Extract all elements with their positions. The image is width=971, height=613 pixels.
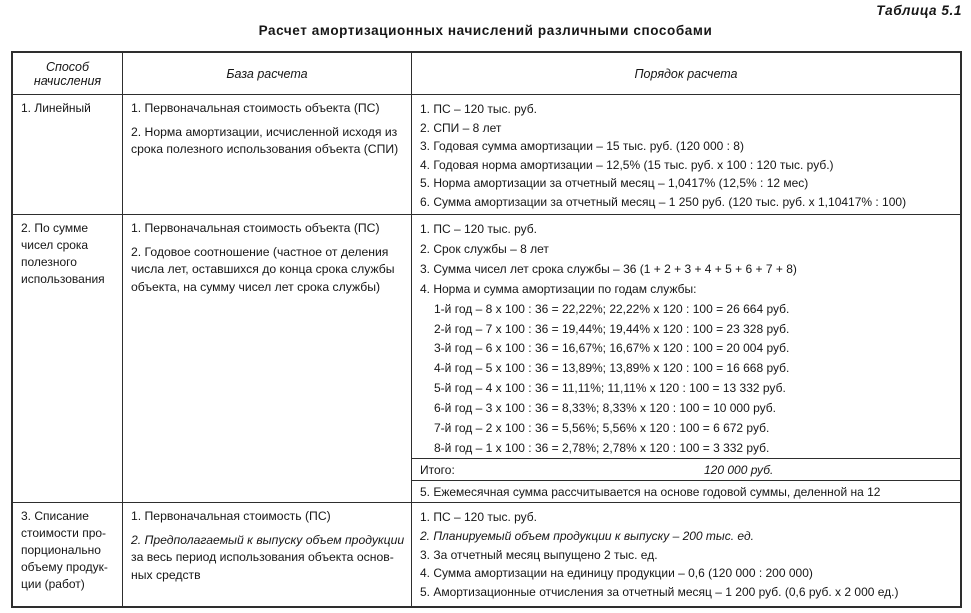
cell-line: 2. Предполагаемый к выпуску объем продукции — [131, 532, 405, 547]
cell-line: 3. Списание — [21, 509, 89, 524]
procedure-list — [412, 215, 960, 458]
cell-line: 4. Норма и сумма амортизации по годам службы: — [420, 281, 697, 296]
cell-line: 3-й год – 6 х 100 : 36 = 16,67%; 16,67% х 120 : 100 = 20 004 руб. — [434, 341, 790, 356]
cell-line: 6. Сумма амортизации за отчетный месяц – 1 250 руб. (120 тыс. руб. х 1,10417% : 100) — [420, 194, 907, 209]
cell-line: 2. Норма амортизации, исчисленной исходя из — [131, 124, 398, 139]
cell-line: ных средств — [131, 567, 201, 582]
cell-line: 5-й год – 4 х 100 : 36 = 11,11%; 11,11% х 120 : 100 = 13 332 руб. — [434, 381, 786, 396]
page-title: Расчет амортизационных начислений различными способами — [258, 23, 713, 38]
cell-line: 4-й год – 5 х 100 : 36 = 13,89%; 13,89% х 120 : 100 = 16 668 руб. — [434, 361, 790, 376]
cell-line: 2. Планируемый объем продукции к выпуску – 200 тыс. ед. — [420, 528, 754, 543]
cell-line: 1-й год – 8 х 100 : 36 = 22,22%; 22,22% х 120 : 100 = 26 664 руб. — [434, 301, 790, 316]
cell-line: 3. Сумма чисел лет срока службы – 36 (1 + 2 + 3 + 4 + 5 + 6 + 7 + 8) — [420, 261, 797, 276]
header-cell-method: Способ начисления — [33, 59, 102, 88]
cell-line: 2. По сумме — [21, 221, 89, 236]
cell-procedure — [411, 215, 960, 502]
cell-method — [13, 95, 122, 214]
cell-line: за весь период использования объекта основ- — [131, 550, 394, 565]
cell-line: срока полезного использования объекта (СПИ) — [131, 142, 399, 157]
cell-line: 1. Первоначальная стоимость объекта (ПС) — [131, 101, 380, 116]
cell-line: объекта, на сумму чисел лет срока службы) — [131, 279, 381, 294]
cell-line: 5. Норма амортизации за отчетный месяц – 1,0417% (12,5% : 12 мес) — [420, 176, 809, 191]
cell-line: 2-й год – 7 х 100 : 36 = 19,44%; 19,44% х 120 : 100 = 23 328 руб. — [434, 321, 790, 336]
cell-line: 3. Годовая сумма амортизации – 15 тыс. руб. (120 000 : 8) — [420, 139, 744, 154]
cell-line: стоимости про- — [21, 526, 107, 541]
cell-line: полезного — [21, 255, 77, 270]
header-cell-procedure: Порядок расчета — [411, 53, 960, 94]
cell-line: 4. Годовая норма амортизации – 12,5% (15 тыс. руб. х 100 : 120 тыс. руб.) — [420, 157, 834, 172]
cell-line: 3. За отчетный месяц выпущено 2 тыс. ед. — [420, 547, 658, 562]
depreciation-methods-table — [11, 51, 962, 608]
cell-line: 1. Первоначальная стоимость объекта (ПС) — [131, 221, 380, 236]
cell-line: 7-й год – 2 х 100 : 36 = 5,56%; 5,56% х 120 : 100 = 6 672 руб. — [434, 421, 770, 436]
cell-procedure — [411, 503, 960, 606]
totals-value: 120 000 руб. — [704, 462, 774, 477]
table-row-linear-method — [13, 94, 960, 214]
cell-base — [122, 215, 411, 502]
cell-line: 1. ПС – 120 тыс. руб. — [420, 510, 537, 525]
table-row-units-of-production-method — [13, 502, 960, 606]
cell-line: 5. Амортизационные отчисления за отчетный месяц – 1 200 руб. (0,6 руб. х 2 000 ед.) — [420, 585, 899, 600]
cell-line: использования — [21, 272, 105, 287]
cell-line: объему продук- — [21, 560, 108, 575]
cell-line: 8-й год – 1 х 100 : 36 = 2,78%; 2,78% х 120 : 100 = 3 332 руб. — [434, 440, 770, 455]
cell-base — [122, 503, 411, 606]
cell-line: 2. Срок службы – 8 лет — [420, 241, 549, 256]
cell-line: 1. Первоначальная стоимость (ПС) — [131, 509, 331, 524]
cell-procedure — [411, 95, 960, 214]
cell-line: числа лет, оставшихся до конца срока службы — [131, 262, 395, 277]
monthly-sum-note: 5. Ежемесячная сумма рассчитывается на основе годовой суммы, деленной на 12 — [420, 485, 881, 500]
cell-line: 6-й год – 3 х 100 : 36 = 8,33%; 8,33% х 120 : 100 = 10 000 руб. — [434, 401, 776, 416]
header-cell-base: База расчета — [122, 53, 411, 94]
cell-line: 1. Линейный — [21, 101, 91, 116]
cell-base — [122, 95, 411, 214]
totals-row — [412, 458, 960, 481]
totals-label: Итого: — [420, 462, 455, 477]
cell-line: 1. ПС – 120 тыс. руб. — [420, 102, 537, 117]
table-number-label: Таблица 5.1 — [876, 3, 962, 18]
cell-line: порционально — [21, 543, 101, 558]
cell-line: ции (работ) — [21, 577, 85, 592]
cell-line: 2. Годовое соотношение (частное от деления — [131, 244, 389, 259]
cell-line: чисел срока — [21, 238, 89, 253]
cell-line: 2. СПИ – 8 лет — [420, 120, 502, 135]
table-row-sum-of-years-method — [13, 214, 960, 502]
cell-line: 1. ПС – 120 тыс. руб. — [420, 222, 537, 237]
table-header-row — [13, 53, 960, 94]
cell-line: 4. Сумма амортизации на единицу продукции – 0,6 (120 000 : 200 000) — [420, 566, 813, 581]
cell-method — [13, 215, 122, 502]
cell-method — [13, 503, 122, 606]
